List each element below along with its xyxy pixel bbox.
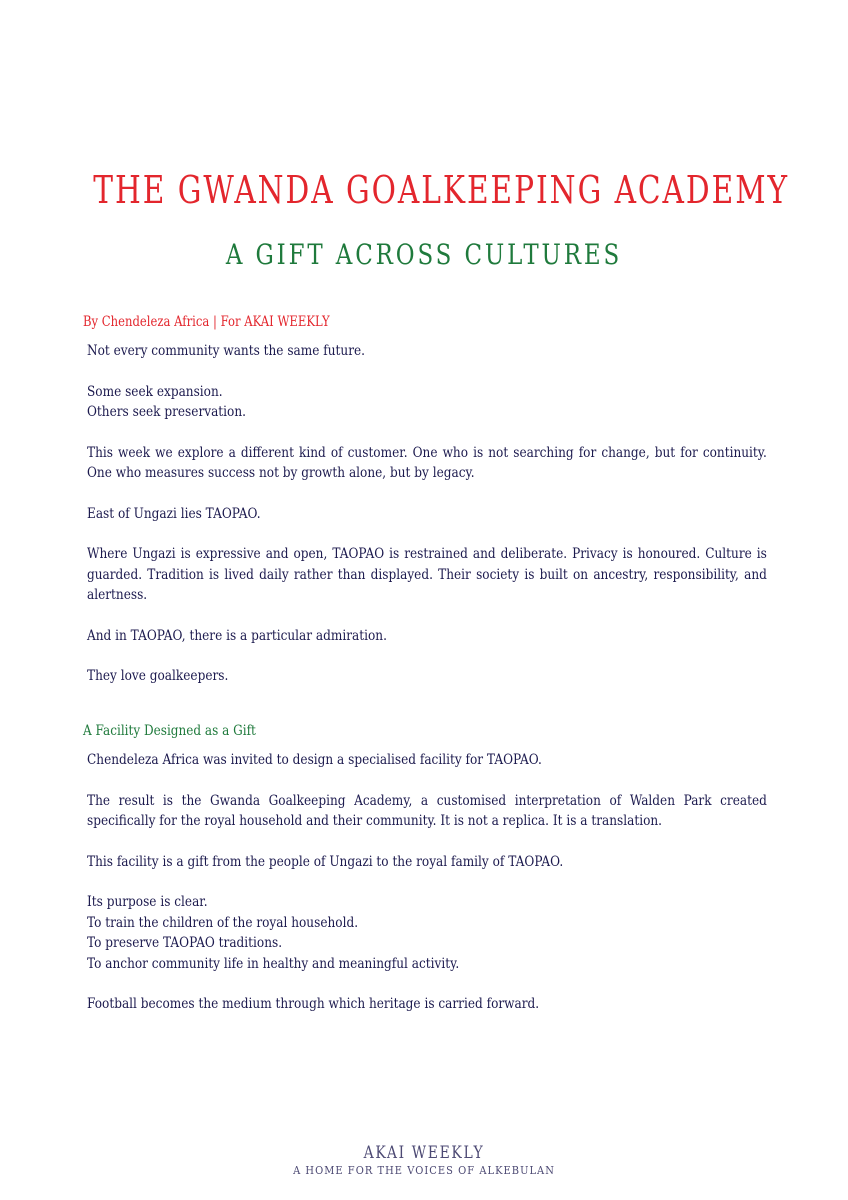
- paragraph: [87, 791, 767, 832]
- text-line: The result is the Gwanda Goalkeeping Academy, a customised interpretation of Walden Park created specifically for the royal household and their community. It is not a replica. It is a translation.: [87, 792, 767, 829]
- paragraph-text: [87, 666, 767, 687]
- text-line: Where Ungazi is expressive and open, TAOPAO is restrained and deliberate. Privacy is honoured. Culture is guarded. Tradition is lived daily rather than displayed. Their society is built on ancestry, responsibility, and alertness.: [87, 546, 767, 603]
- paragraph: [87, 443, 767, 484]
- paragraph: [87, 994, 767, 1015]
- paragraph-text: [87, 994, 767, 1015]
- text-line: Some seek expansion.: [87, 383, 223, 400]
- paragraph-text: [87, 626, 767, 647]
- paragraph-text: [87, 544, 767, 606]
- article-subtitle: A GIFT ACROSS CULTURES: [225, 238, 623, 271]
- text-line: Chendeleza Africa was invited to design a specialised facility for TAOPAO.: [87, 752, 542, 768]
- text-line: Football becomes the medium through which heritage is carried forward.: [87, 996, 540, 1012]
- section-heading: A Facility Designed as a Gift: [83, 723, 256, 739]
- text-line: This facility is a gift from the people of Ungazi to the royal family of TAOPAO.: [87, 853, 564, 870]
- paragraph: [87, 544, 767, 606]
- paragraph: [87, 341, 767, 362]
- text-line: To preserve TAOPAO traditions.: [87, 935, 283, 951]
- article-title: THE GWANDA GOALKEEPING ACADEMY: [93, 168, 790, 212]
- paragraph-text: [87, 504, 767, 525]
- paragraph: [87, 504, 767, 525]
- text-line: To train the children of the royal household.: [87, 914, 359, 931]
- text-line: East of Ungazi lies TAOPAO.: [87, 505, 261, 522]
- paragraph: [87, 852, 767, 873]
- text-line: Others seek preservation.: [87, 404, 246, 420]
- paragraph-text: [87, 852, 767, 873]
- paragraph-text: [87, 443, 767, 484]
- paragraph: [87, 666, 767, 687]
- byline: By Chendeleza Africa | For AKAI WEEKLY: [83, 314, 330, 330]
- paragraph-text: [87, 341, 767, 362]
- paragraph-text: [87, 791, 767, 832]
- paragraph: [87, 626, 767, 647]
- section-body: [87, 750, 767, 1015]
- intro-body: [87, 341, 767, 687]
- paragraph-text: [87, 750, 767, 771]
- text-line: To anchor community life in healthy and meaningful activity.: [87, 955, 460, 972]
- footer-tagline: A HOME FOR THE VOICES OF ALKEBULAN: [293, 1163, 555, 1177]
- paragraph: [87, 382, 767, 423]
- text-line: This week we explore a different kind of customer. One who is not searching for change, but for continuity. One who measures success not by growth alone, but by legacy.: [87, 444, 767, 481]
- paragraph: [87, 750, 767, 771]
- text-line: And in TAOPAO, there is a particular admiration.: [87, 627, 387, 644]
- text-line: They love goalkeepers.: [87, 668, 229, 684]
- footer-publication: AKAI WEEKLY: [363, 1143, 485, 1163]
- paragraph-text: [87, 382, 767, 423]
- text-line: Its purpose is clear.: [87, 894, 208, 910]
- paragraph-text: [87, 892, 767, 974]
- paragraph: [87, 892, 767, 974]
- text-line: Not every community wants the same future.: [87, 343, 366, 359]
